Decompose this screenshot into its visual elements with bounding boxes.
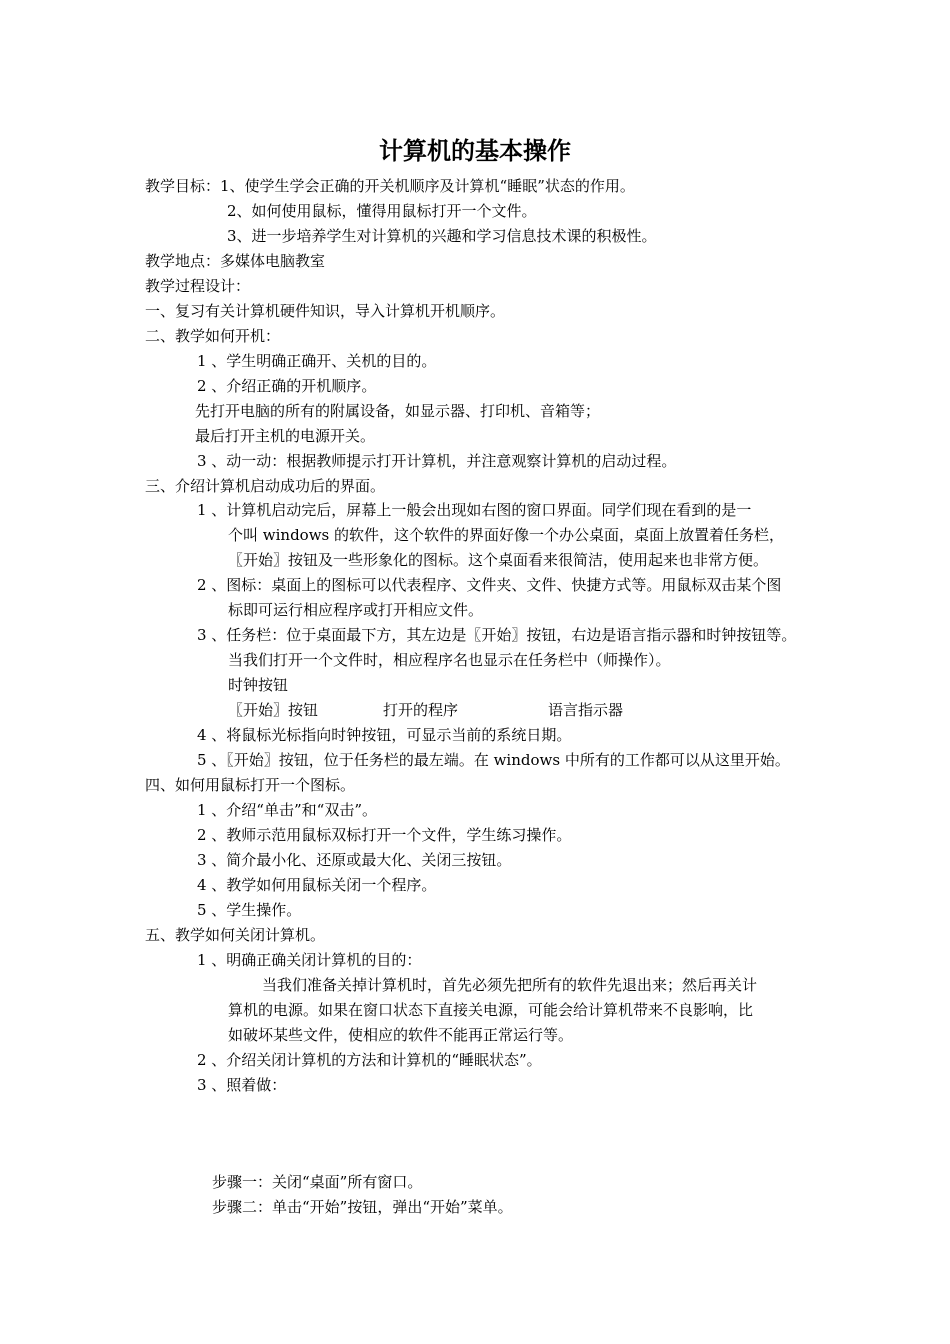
section-2-item-1: 1 、学生明确正确开、关机的目的。 (197, 352, 437, 370)
section-2-heading: 二、教学如何开机： (145, 327, 281, 345)
section-3-item-2-line-1: 2 、图标：桌面上的图标可以代表程序、文件夹、文件、快捷方式等。用鼠标双击某个图 (197, 576, 782, 594)
section-3-item-2-line-2: 标即可运行相应程序或打开相应文件。 (228, 601, 484, 619)
section-3-item-3-line-1: 3 、任务栏：位于桌面最下方，其左边是〖开始〗按钮，右边是语言指示器和时钟按钮等。 (197, 626, 797, 644)
section-5-para-line-1: 当我们准备关掉计算机时，首先必须先把所有的软件先退出来；然后再关计 (262, 976, 758, 994)
section-4-item-3: 3 、简介最小化、还原或最大化、关闭三按钮。 (197, 851, 512, 869)
section-3-item-1-line-3: 〖开始〗按钮及一些形象化的图标。这个桌面看来很简洁，使用起来也非常方便。 (228, 551, 769, 569)
section-2-para-2: 最后打开主机的电源开关。 (195, 427, 376, 445)
section-5-item-1: 1 、明确正确关闭计算机的目的： (197, 951, 422, 969)
section-1-heading: 一、复习有关计算机硬件知识，导入计算机开机顺序。 (145, 302, 506, 320)
section-3-item-1-line-1: 1 、计算机启动完后，屏幕上一般会出现如右图的窗口界面。同学们现在看到的是一 (197, 501, 752, 519)
page-title: 计算机的基本操作 (379, 137, 571, 165)
section-2-para-1: 先打开电脑的所有的附属设备，如显示器、打印机、音箱等； (195, 402, 601, 420)
section-5-para-line-2: 算机的电源。如果在窗口状态下直接关电源，可能会给计算机带来不良影响，比 (228, 1001, 754, 1019)
section-3-item-3-line-2: 当我们打开一个文件时，相应程序名也显示在任务栏中（师操作）。 (228, 651, 671, 669)
goal-line-2: 2、如何使用鼠标，懂得用鼠标打开一个文件。 (227, 202, 537, 220)
label-start-button: 〖开始〗按钮 (228, 701, 319, 719)
section-5-para-line-3: 如破坏某些文件，使相应的软件不能再正常运行等。 (228, 1026, 574, 1044)
section-4-item-1: 1 、介绍“单击”和“双击”。 (197, 801, 377, 819)
section-4-heading: 四、如何用鼠标打开一个图标。 (145, 776, 356, 794)
section-3-heading: 三、介绍计算机启动成功后的界面。 (145, 477, 386, 495)
process-heading: 教学过程设计： (145, 277, 251, 295)
section-3-item-5: 5 、〖开始〗按钮，位于任务栏的最左端。在 windows 中所有的工作都可以从这里开始。 (197, 751, 790, 769)
location-line: 教学地点：多媒体电脑教室 (145, 252, 326, 270)
section-4-item-4: 4 、教学如何用鼠标关闭一个程序。 (197, 876, 437, 894)
section-5-heading: 五、教学如何关闭计算机。 (145, 926, 326, 944)
label-open-programs: 打开的程序 (383, 701, 459, 719)
section-3-item-1-line-2: 个叫 windows 的软件，这个软件的界面好像一个办公桌面，桌面上放置着任务栏， (228, 526, 785, 544)
step-1: 步骤一：关闭“桌面”所有窗口。 (212, 1173, 423, 1191)
section-5-item-3: 3 、照着做： (197, 1076, 287, 1094)
goal-line-3: 3、进一步培养学生对计算机的兴趣和学习信息技术课的积极性。 (227, 227, 657, 245)
section-3-item-4: 4 、将鼠标光标指向时钟按钮，可显示当前的系统日期。 (197, 726, 572, 744)
section-5-item-2: 2 、介绍关闭计算机的方法和计算机的“睡眠状态”。 (197, 1051, 542, 1069)
section-4-item-2: 2 、教师示范用鼠标双标打开一个文件，学生练习操作。 (197, 826, 572, 844)
section-2-item-3: 3 、动一动：根据教师提示打开计算机，并注意观察计算机的启动过程。 (197, 452, 677, 470)
section-2-item-2: 2 、介绍正确的开机顺序。 (197, 377, 377, 395)
label-language-indicator: 语言指示器 (548, 701, 624, 719)
step-2: 步骤二：单击“开始”按钮，弹出“开始”菜单。 (212, 1198, 513, 1216)
label-clock-button: 时钟按钮 (228, 676, 289, 694)
goal-line-1: 教学目标：1、使学生学会正确的开关机顺序及计算机“睡眠”状态的作用。 (145, 177, 635, 195)
section-4-item-5: 5 、学生操作。 (197, 901, 302, 919)
